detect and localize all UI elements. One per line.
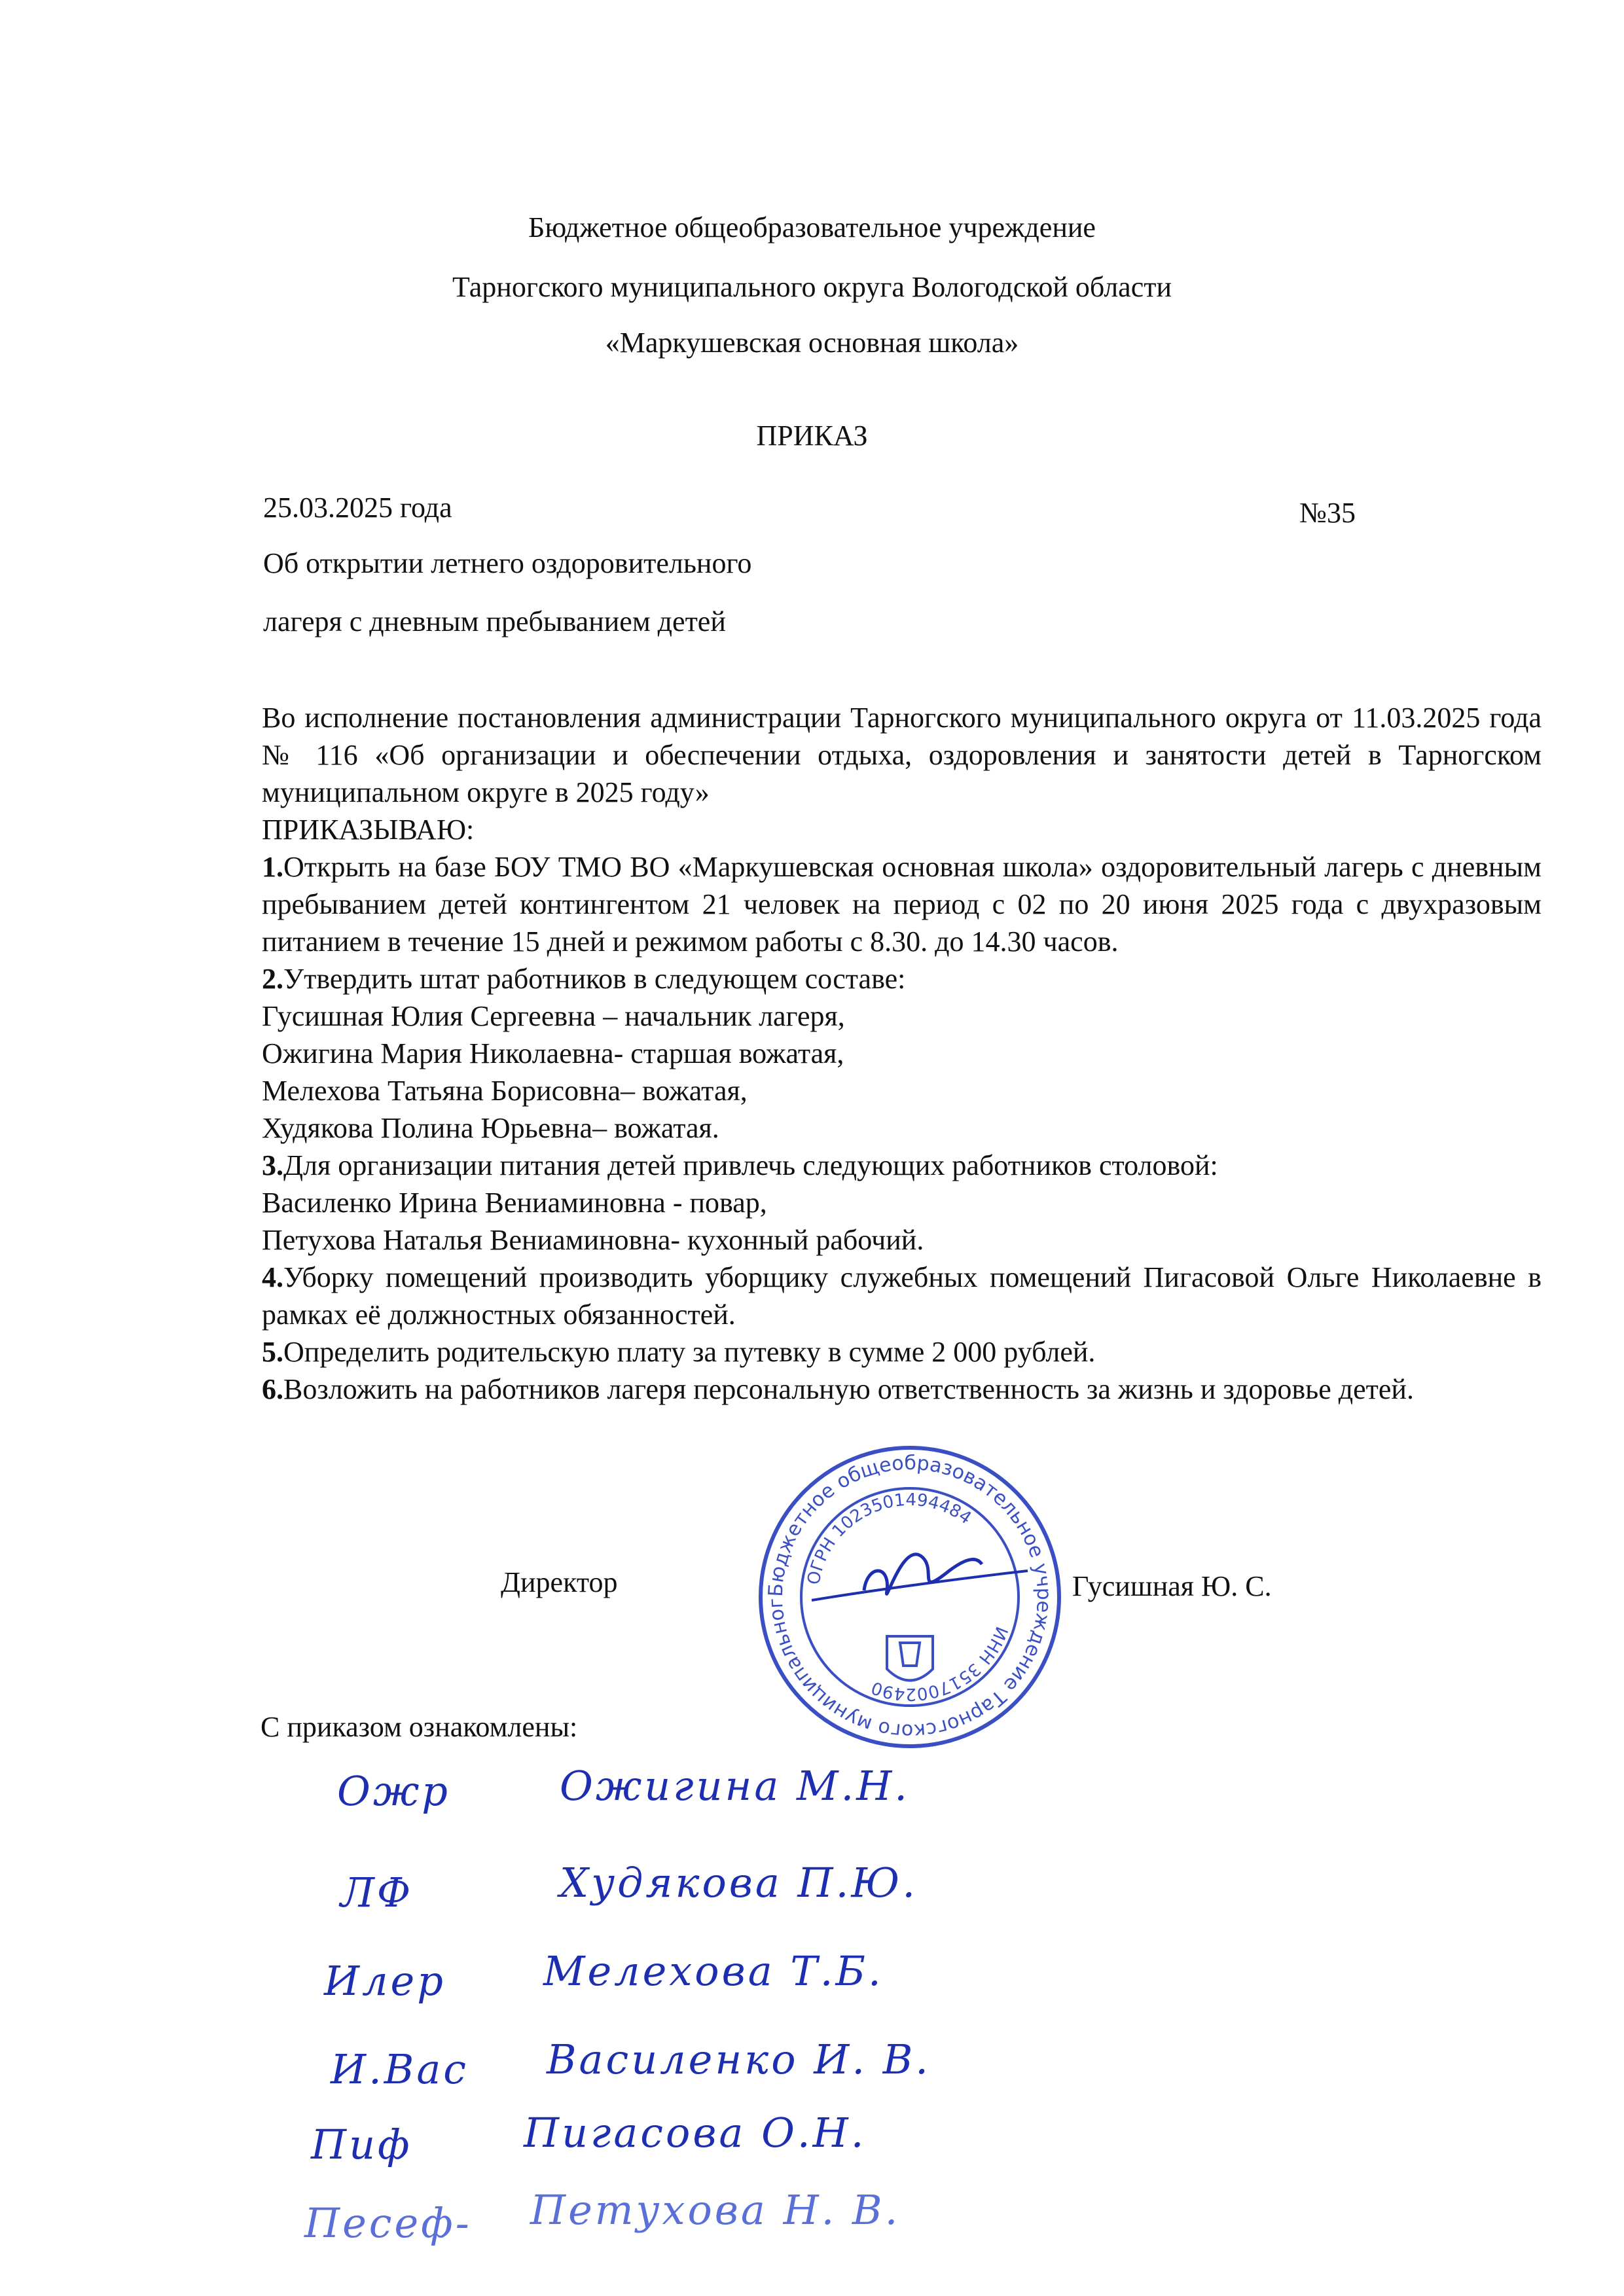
order-date: 25.03.2025 года xyxy=(263,492,452,524)
item-2-text: Утвердить штат работников в следующем составе: xyxy=(283,963,906,995)
acq-name: Пигасова О.Н. xyxy=(524,2109,867,2157)
item-3-number: 3. xyxy=(262,1149,283,1181)
kitchen-line: Василенко Ирина Вениаминовна - повар, xyxy=(262,1187,767,1219)
seal-inn: ИНН 3517002490 xyxy=(869,1623,1011,1704)
acq-name: Худякова П.Ю. xyxy=(560,1859,918,1907)
item-6-text: Возложить на работников лагеря персональную ответственность за жизнь и здоровье детей. xyxy=(283,1373,1414,1405)
coat-of-arms-icon xyxy=(887,1636,933,1681)
org-name-line3: «Маркушевская основная школа» xyxy=(605,327,1019,359)
document-title: ПРИКАЗ xyxy=(756,420,868,452)
item-1-text: Открыть на базе БОУ ТМО ВО «Маркушевская основная школа» оздоровительный лагерь с дневным пребыванием детей контингентом 21 человек на период с 02 по 20 июня 2025 года с двухразовым питанием в течение 15 дней и режимом работы с 8.30. до 14.30 часов. xyxy=(262,851,1542,958)
item-4-number: 4. xyxy=(262,1261,283,1293)
official-seal xyxy=(744,1422,1067,1754)
item-1 xyxy=(262,848,1542,960)
item-5-number: 5. xyxy=(262,1336,283,1368)
item-1-number: 1. xyxy=(262,851,283,883)
preamble: Во исполнение постановления администрации Тарногского муниципального округа от 11.03.2025 года № 116 «Об организации и обеспечении отдыха, оздоровления и занятости детей в Тарногском муниципальном округе в 2025 году» xyxy=(262,702,1542,808)
acq-signature: Пиф xyxy=(311,2121,412,2168)
org-name-line1: Бюджетное общеобразовательное учреждение xyxy=(528,211,1096,243)
order-word: ПРИКАЗЫВАЮ: xyxy=(262,814,475,846)
item-4 xyxy=(262,1259,1542,1333)
order-subject-line2: лагеря с дневным пребыванием детей xyxy=(263,605,726,637)
item-3 xyxy=(262,1147,1542,1184)
item-4-text: Уборку помещений производить уборщику служебных помещений Пигасовой Ольге Николаевне в рамках её должностных обязанностей. xyxy=(262,1261,1542,1331)
acq-signature: Песеф- xyxy=(304,2199,472,2247)
item-6-number: 6. xyxy=(262,1373,283,1405)
seal-outer-text: Бюджетное общеобразовательное учреждение Тарногского муниципального округа Вологодской области «Маркушевская основная школа» xyxy=(744,1422,1056,1743)
acq-signature: Ожр xyxy=(337,1767,450,1815)
item-2 xyxy=(262,960,1542,997)
acq-name: Василенко И. В. xyxy=(547,2036,931,2083)
item-6 xyxy=(262,1371,1542,1408)
director-role: Директор xyxy=(501,1566,618,1598)
item-3-text: Для организации питания детей привлечь следующих работников столовой: xyxy=(283,1149,1218,1181)
acq-signature: ЛФ xyxy=(340,1869,414,1916)
acquainted-label: С приказом ознакомлены: xyxy=(261,1711,578,1743)
acq-name: Мелехова Т.Б. xyxy=(543,1947,884,1995)
item-5-text: Определить родительскую плату за путевку в сумме 2 000 рублей. xyxy=(283,1336,1096,1368)
staff-line: Худякова Полина Юрьевна– вожатая. xyxy=(262,1112,719,1144)
item-5 xyxy=(262,1333,1542,1371)
seal-ogrn: ОГРН 1023501494484 xyxy=(804,1490,975,1587)
order-subject-line1: Об открытии летнего оздоровительного xyxy=(263,547,752,579)
item-2-number: 2. xyxy=(262,963,283,995)
acq-name: Петухова Н. В. xyxy=(530,2186,901,2234)
director-name: Гусишная Ю. С. xyxy=(1072,1570,1272,1602)
staff-line: Мелехова Татьяна Борисовна– вожатая, xyxy=(262,1075,748,1107)
staff-line: Ожигина Мария Николаевна- старшая вожатая, xyxy=(262,1037,844,1069)
order-number: №35 xyxy=(1299,497,1356,529)
staff-line: Гусишная Юлия Сергеевна – начальник лагеря, xyxy=(262,1000,845,1032)
acq-signature: Илер xyxy=(324,1957,446,2005)
order-body xyxy=(262,699,1542,1408)
kitchen-line: Петухова Наталья Вениаминовна- кухонный рабочий. xyxy=(262,1224,924,1256)
acq-signature: И.Вас xyxy=(331,2045,469,2093)
acq-name: Ожигина М.Н. xyxy=(560,1762,910,1810)
org-name-line2: Тарногского муниципального округа Вологодской области xyxy=(452,271,1172,303)
